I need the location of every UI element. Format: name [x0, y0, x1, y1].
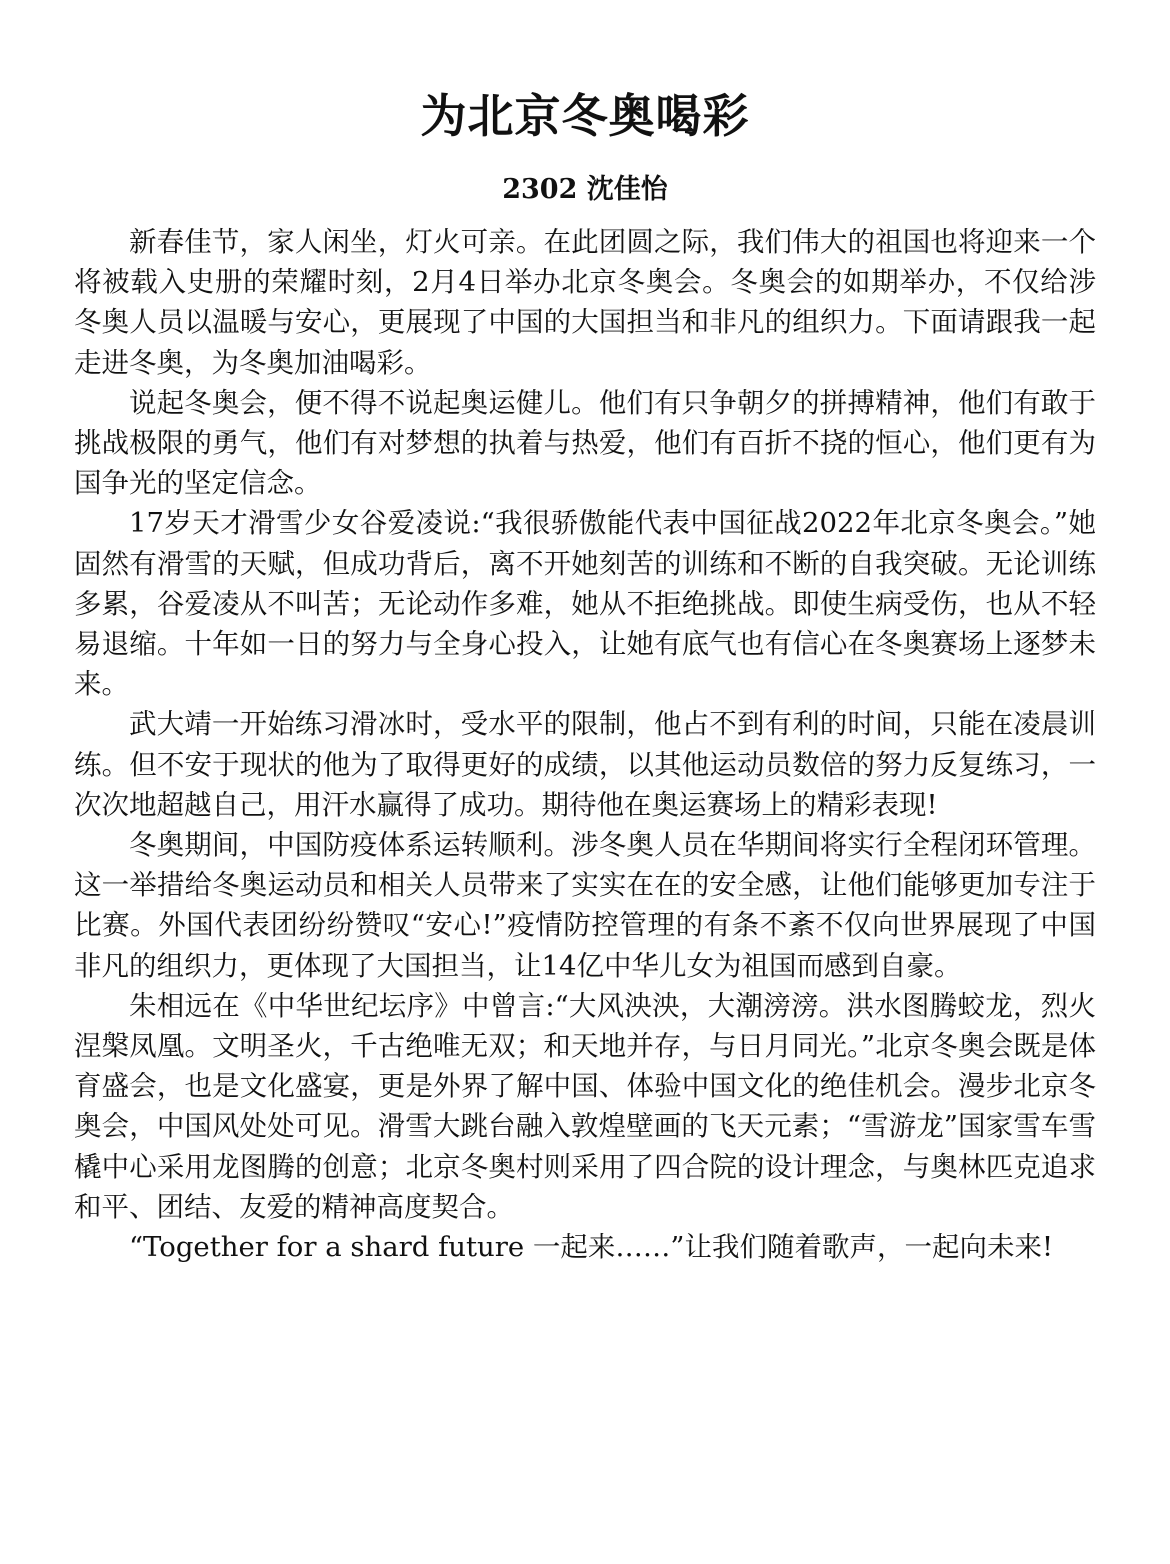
paragraph-5: 冬奥期间，中国防疫体系运转顺利。涉冬奥人员在华期间将实行全程闭环管理。这一举措给冬奥运动员和相关人员带来了实实在在的安全感，让他们能够更加专注于比赛。外国代表团纷纷赞叹“安心!”疫情防控管理的有条不紊不仅向世界展现了中国非凡的组织力，更体现了大国担当，让14亿中华儿女为祖国而感到自豪。 — [74, 829, 1096, 982]
paragraph-3: 17岁天才滑雪少女谷爱凌说:“我很骄傲能代表中国征战2022年北京冬奥会。”她固然有滑雪的天赋，但成功背后，离不开她刻苦的训练和不断的自我突破。无论训练多累，谷爱凌从不叫苦；无论动作多难，她从不拒绝挑战。即使生病受伤，也从不轻易退缩。十年如一日的努力与全身心投入，让她有底气也有信心在冬奥赛场上逐梦未来。 — [74, 507, 1096, 701]
paragraph-4: 武大靖一开始练习滑冰时，受水平的限制，他占不到有利的时间，只能在凌晨训练。但不安于现状的他为了取得更好的成绩，以其他运动员数倍的努力反复练习，一次次地超越自己，用汗水赢得了成功。期待他在奥运赛场上的精彩表现! — [74, 708, 1096, 821]
author-line: 2302 沈佳怡 — [502, 174, 668, 205]
document-body — [74, 222, 1096, 1267]
paragraph-7: “Together for a shard future 一起来……”让我们随着歌声，一起向未来! — [129, 1231, 1054, 1264]
paragraph-1: 新春佳节，家人闲坐，灯火可亲。在此团圆之际，我们伟大的祖国也将迎来一个将被载入史册的荣耀时刻，2月4日举办北京冬奥会。冬奥会的如期举办，不仅给涉冬奥人员以温暖与安心，更展现了中国的大国担当和非凡的组织力。下面请跟我一起走进冬奥，为冬奥加油喝彩。 — [74, 226, 1096, 379]
document-title: 为北京冬奥喝彩 — [420, 89, 750, 143]
paragraph-6: 朱相远在《中华世纪坛序》中曾言:“大风泱泱，大潮滂滂。洪水图腾蛟龙，烈火涅槃凤凰。文明圣火，千古绝唯无双；和天地并存，与日月同光。”北京冬奥会既是体育盛会，也是文化盛宴，更是外界了解中国、体验中国文化的绝佳机会。漫步北京冬奥会，中国风处处可见。滑雪大跳台融入敦煌壁画的飞天元素；“雪游龙”国家雪车雪橇中心采用龙图腾的创意；北京冬奥村则采用了四合院的设计理念，与奥林匹克追求和平、团结、友爱的精神高度契合。 — [74, 989, 1096, 1223]
paragraph-2: 说起冬奥会，便不得不说起奥运健儿。他们有只争朝夕的拼搏精神，他们有敢于挑战极限的勇气，他们有对梦想的执着与热爱，他们有百折不挠的恒心，他们更有为国争光的坚定信念。 — [74, 386, 1096, 500]
